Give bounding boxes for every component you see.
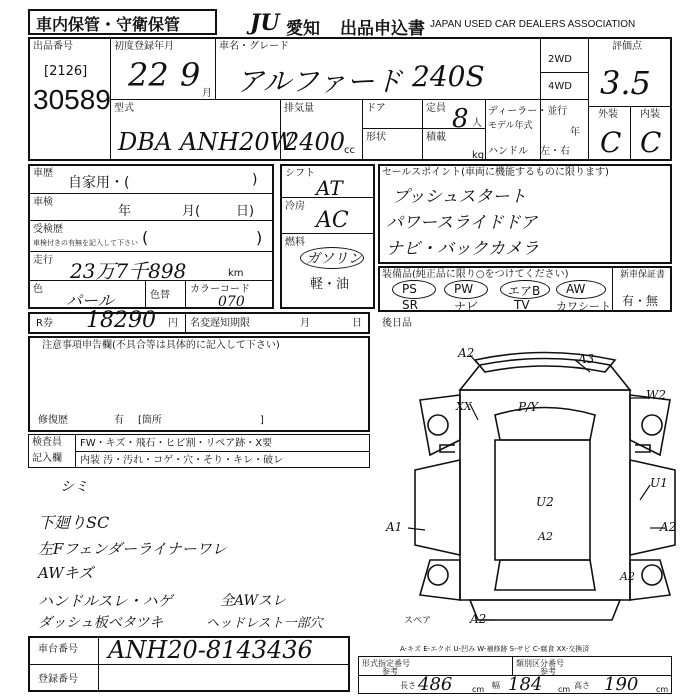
storage-tag: 車内保管・守衛保管 — [36, 15, 181, 34]
displacement-unit: cc — [344, 145, 355, 156]
mark-a2-rear-right: A2 — [620, 570, 635, 583]
color-value: パール — [66, 291, 114, 310]
comment-6: ダッシュ板ベタツキ — [38, 615, 164, 631]
dealer-label: ディーラー・並行 — [488, 106, 568, 117]
english-title: JAPAN USED CAR DEALERS ASSOCIATION — [430, 19, 636, 30]
registration-month-unit: 月 — [202, 88, 212, 99]
door-label: ドア — [366, 103, 386, 114]
mark-u2: U2 — [536, 495, 554, 509]
spare-label: スペア — [404, 616, 432, 626]
capacity-label: 定員 — [426, 103, 446, 114]
mark-a2-right: A2 — [660, 520, 677, 534]
acceptance-close: ) — [256, 228, 263, 247]
inspection-label: 車検 — [33, 197, 53, 208]
mark-a2-rear: A2 — [470, 612, 487, 626]
inspection-day: 日) — [236, 204, 255, 219]
inspection-year: 年 — [118, 204, 132, 219]
tax-label: 名変遅知期限 — [190, 318, 250, 329]
ac-value: AC — [316, 208, 349, 233]
comment-8: ヘッドレスト一部穴 — [206, 616, 323, 631]
type-value: DBA ANH20W — [118, 128, 295, 156]
tax-month: 月 — [300, 318, 310, 329]
option-tv: TV — [514, 298, 530, 312]
fuel-label: 燃料 — [285, 237, 305, 248]
option-navi: ナビ — [454, 300, 479, 314]
option-sr: SR — [402, 298, 418, 312]
mark-a2-center: A2 — [538, 530, 553, 543]
mileage-label: 走行 — [33, 255, 53, 266]
mark-u1: U1 — [650, 476, 668, 490]
model-grade: 240S — [412, 60, 485, 93]
option-aw: AW — [566, 282, 586, 296]
drive-4wd: 4WD — [548, 81, 572, 92]
comment-7: 全AWスレ — [220, 593, 286, 609]
width-value: 184 — [508, 674, 543, 695]
year-unit: 年 — [570, 127, 580, 138]
mileage-value: 23万7千898 — [70, 259, 187, 283]
shift-value: AT — [316, 176, 343, 200]
height-unit: cm — [656, 685, 669, 694]
repair-close: ] — [260, 415, 264, 426]
handle-label: ハンドル — [488, 146, 528, 157]
height-value: 190 — [604, 674, 639, 695]
displacement-value: 2400 — [284, 128, 346, 156]
chassis-value: ANH20-8143436 — [108, 636, 313, 664]
color-label: 色 — [33, 284, 43, 295]
warranty-value: 有・無 — [622, 294, 659, 308]
load-label: 積載 — [426, 132, 446, 143]
inspector-row-1: FW・キズ・飛石・ヒビ割・リペア跡・X要 — [80, 438, 273, 449]
exterior-grade: C — [600, 126, 622, 159]
rating-label: 評価点 — [612, 41, 642, 52]
selling-point-3: ナビ・バックカメラ — [386, 239, 539, 259]
fuel-value: ガソリン — [306, 251, 362, 267]
color-change-label: 色替 — [150, 290, 170, 301]
comment-5: ハンドルスレ・ハゲ — [38, 592, 173, 610]
fuel-alt: 軽・油 — [310, 277, 350, 292]
width-unit: cm — [558, 685, 571, 694]
shape-label: 形状 — [366, 132, 386, 143]
registration-label: 初度登録年月 — [114, 41, 174, 52]
ju-logo: JU — [250, 10, 280, 36]
inspector-label-2: 記入欄 — [32, 453, 62, 464]
mileage-unit: km — [228, 268, 244, 279]
reg-label: 登録番号 — [38, 674, 78, 685]
handle-options: 左・右 — [540, 146, 570, 157]
model-year-label: モデル年式 — [488, 121, 533, 131]
comment-1: シミ — [60, 479, 88, 495]
displacement-label: 排気量 — [284, 103, 314, 114]
mark-a1: A1 — [386, 520, 403, 534]
length-unit: cm — [472, 685, 485, 694]
recycle-unit: 円 — [168, 318, 178, 329]
exterior-label: 外装 — [598, 109, 618, 120]
history-label: 車歴 — [33, 168, 53, 179]
drive-2wd: 2WD — [548, 54, 572, 65]
acceptance-open: ( — [142, 228, 149, 247]
repair-place: [箇所 — [138, 415, 162, 426]
chassis-label: 車台番号 — [38, 644, 78, 655]
color-code-value: 070 — [218, 294, 245, 310]
notes-label: 注意事項申告欄(不具合等は具体的に記入して下さい) — [42, 340, 280, 351]
selling-points-label: セールスポイント(車両に機能するものに限ります) — [382, 167, 609, 178]
selling-point-2: パワースライドドア — [386, 213, 538, 233]
warranty-label: 新車保証書 — [620, 270, 666, 280]
acceptance-label: 受検歴 — [33, 224, 63, 235]
history-close: ) — [252, 172, 258, 188]
options-label: 装備品(純正品に限り○をつけてください) — [382, 269, 569, 280]
option-kawaseat: カワシート — [556, 300, 611, 313]
option-ps: PS — [402, 282, 417, 296]
car-damage-diagram — [415, 353, 675, 621]
interior-grade: C — [640, 126, 662, 159]
comment-4: AWキズ — [38, 564, 94, 582]
model-name: アルファード — [236, 65, 403, 98]
comment-3: 左Fフェンダーライナーワレ — [38, 540, 227, 558]
after-label: 後日品 — [382, 318, 412, 329]
lot-label: 出品番号 — [33, 41, 73, 52]
comment-2: 下廻りSC — [38, 513, 110, 532]
repair-label: 修復歴 — [38, 415, 68, 426]
acceptance-note: 車検付きの有無を記入して下さい — [33, 239, 138, 247]
capacity-unit: 人 — [472, 118, 482, 129]
org-name: 愛知 — [286, 19, 320, 39]
inspection-month: 月( — [182, 204, 201, 219]
length-value: 486 — [418, 674, 453, 695]
inspector-label-1: 検査員 — [32, 437, 62, 448]
spec-label: 形式指定番号 — [362, 659, 410, 668]
mark-w2: W2 — [646, 388, 666, 402]
width-label: 幅 — [492, 681, 500, 690]
type-label: 型式 — [114, 103, 134, 114]
color-code-label: カラーコード — [190, 284, 250, 295]
height-label: 高さ — [574, 681, 590, 690]
model-label: 車名・グレード — [219, 41, 289, 52]
doc-title: 出品申込書 — [340, 19, 425, 39]
mark-a3: A3 — [578, 352, 595, 366]
mark-a2-front: A2 — [458, 346, 475, 360]
recycle-amount: 18290 — [86, 308, 156, 333]
tax-day: 日 — [352, 318, 362, 329]
option-pw: PW — [454, 282, 474, 296]
history-value: 自家用・( — [68, 175, 130, 191]
capacity-value: 8 — [452, 104, 469, 134]
inspector-row-2: 内装 汚・汚れ・コゲ・穴・そり・キレ・破レ — [80, 455, 284, 466]
mark-py: P/Y — [518, 400, 539, 414]
interior-label: 内装 — [640, 109, 660, 120]
ac-label: 冷房 — [285, 201, 305, 212]
ref-label: 参考 — [382, 667, 398, 676]
shift-label: シフト — [285, 168, 315, 179]
mark-xx: XX — [456, 400, 472, 413]
diagram-legend: A-キズ E-エクボ U-凹み W-補修跡 S-サビ C-腐食 XX-交換済 — [400, 645, 590, 653]
rating-score: 3.5 — [600, 64, 651, 102]
repair-value: 有 — [114, 415, 124, 426]
registration-month: 9 — [180, 56, 201, 94]
class-label: 類別区分番号 — [516, 659, 564, 668]
recycle-label: R券 — [36, 318, 53, 329]
ref2-label: 参考 — [540, 667, 556, 676]
selling-point-1: プッシュスタート — [392, 187, 527, 207]
option-airb: エアB — [508, 284, 541, 298]
lot-code: [2126] — [44, 64, 88, 79]
length-label: 長さ — [400, 681, 416, 690]
registration-year: 22 — [128, 56, 169, 94]
load-unit: kg — [472, 150, 485, 161]
lot-number: 30589 — [33, 84, 111, 115]
